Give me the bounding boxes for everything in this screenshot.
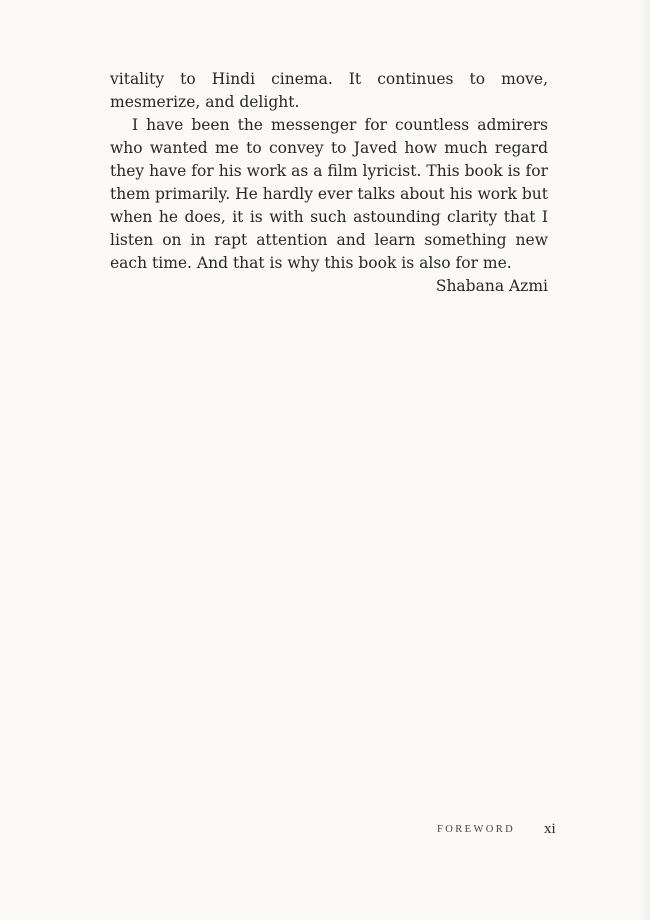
author-signature: Shabana Azmi <box>435 277 548 295</box>
page-footer <box>0 822 650 840</box>
foreword-text <box>110 68 548 298</box>
page-edge <box>640 0 650 920</box>
paragraph-messenger: I have been the messenger for countless admirers who wanted me to convey to Javed how much regard they have for his work as a film lyricist. This book is for them primarily. He hardly ever talks about his work but when he does, it is with such astounding clarity that I listen on in rapt attention and learn something new each time. And that is why this book is also for me. <box>110 116 548 272</box>
page-number: xi <box>544 821 556 837</box>
paragraph-continuation: vitality to Hindi cinema. It continues to move, mesmerize, and delight. <box>110 70 548 111</box>
running-footer-label: FOREWORD <box>437 824 516 835</box>
